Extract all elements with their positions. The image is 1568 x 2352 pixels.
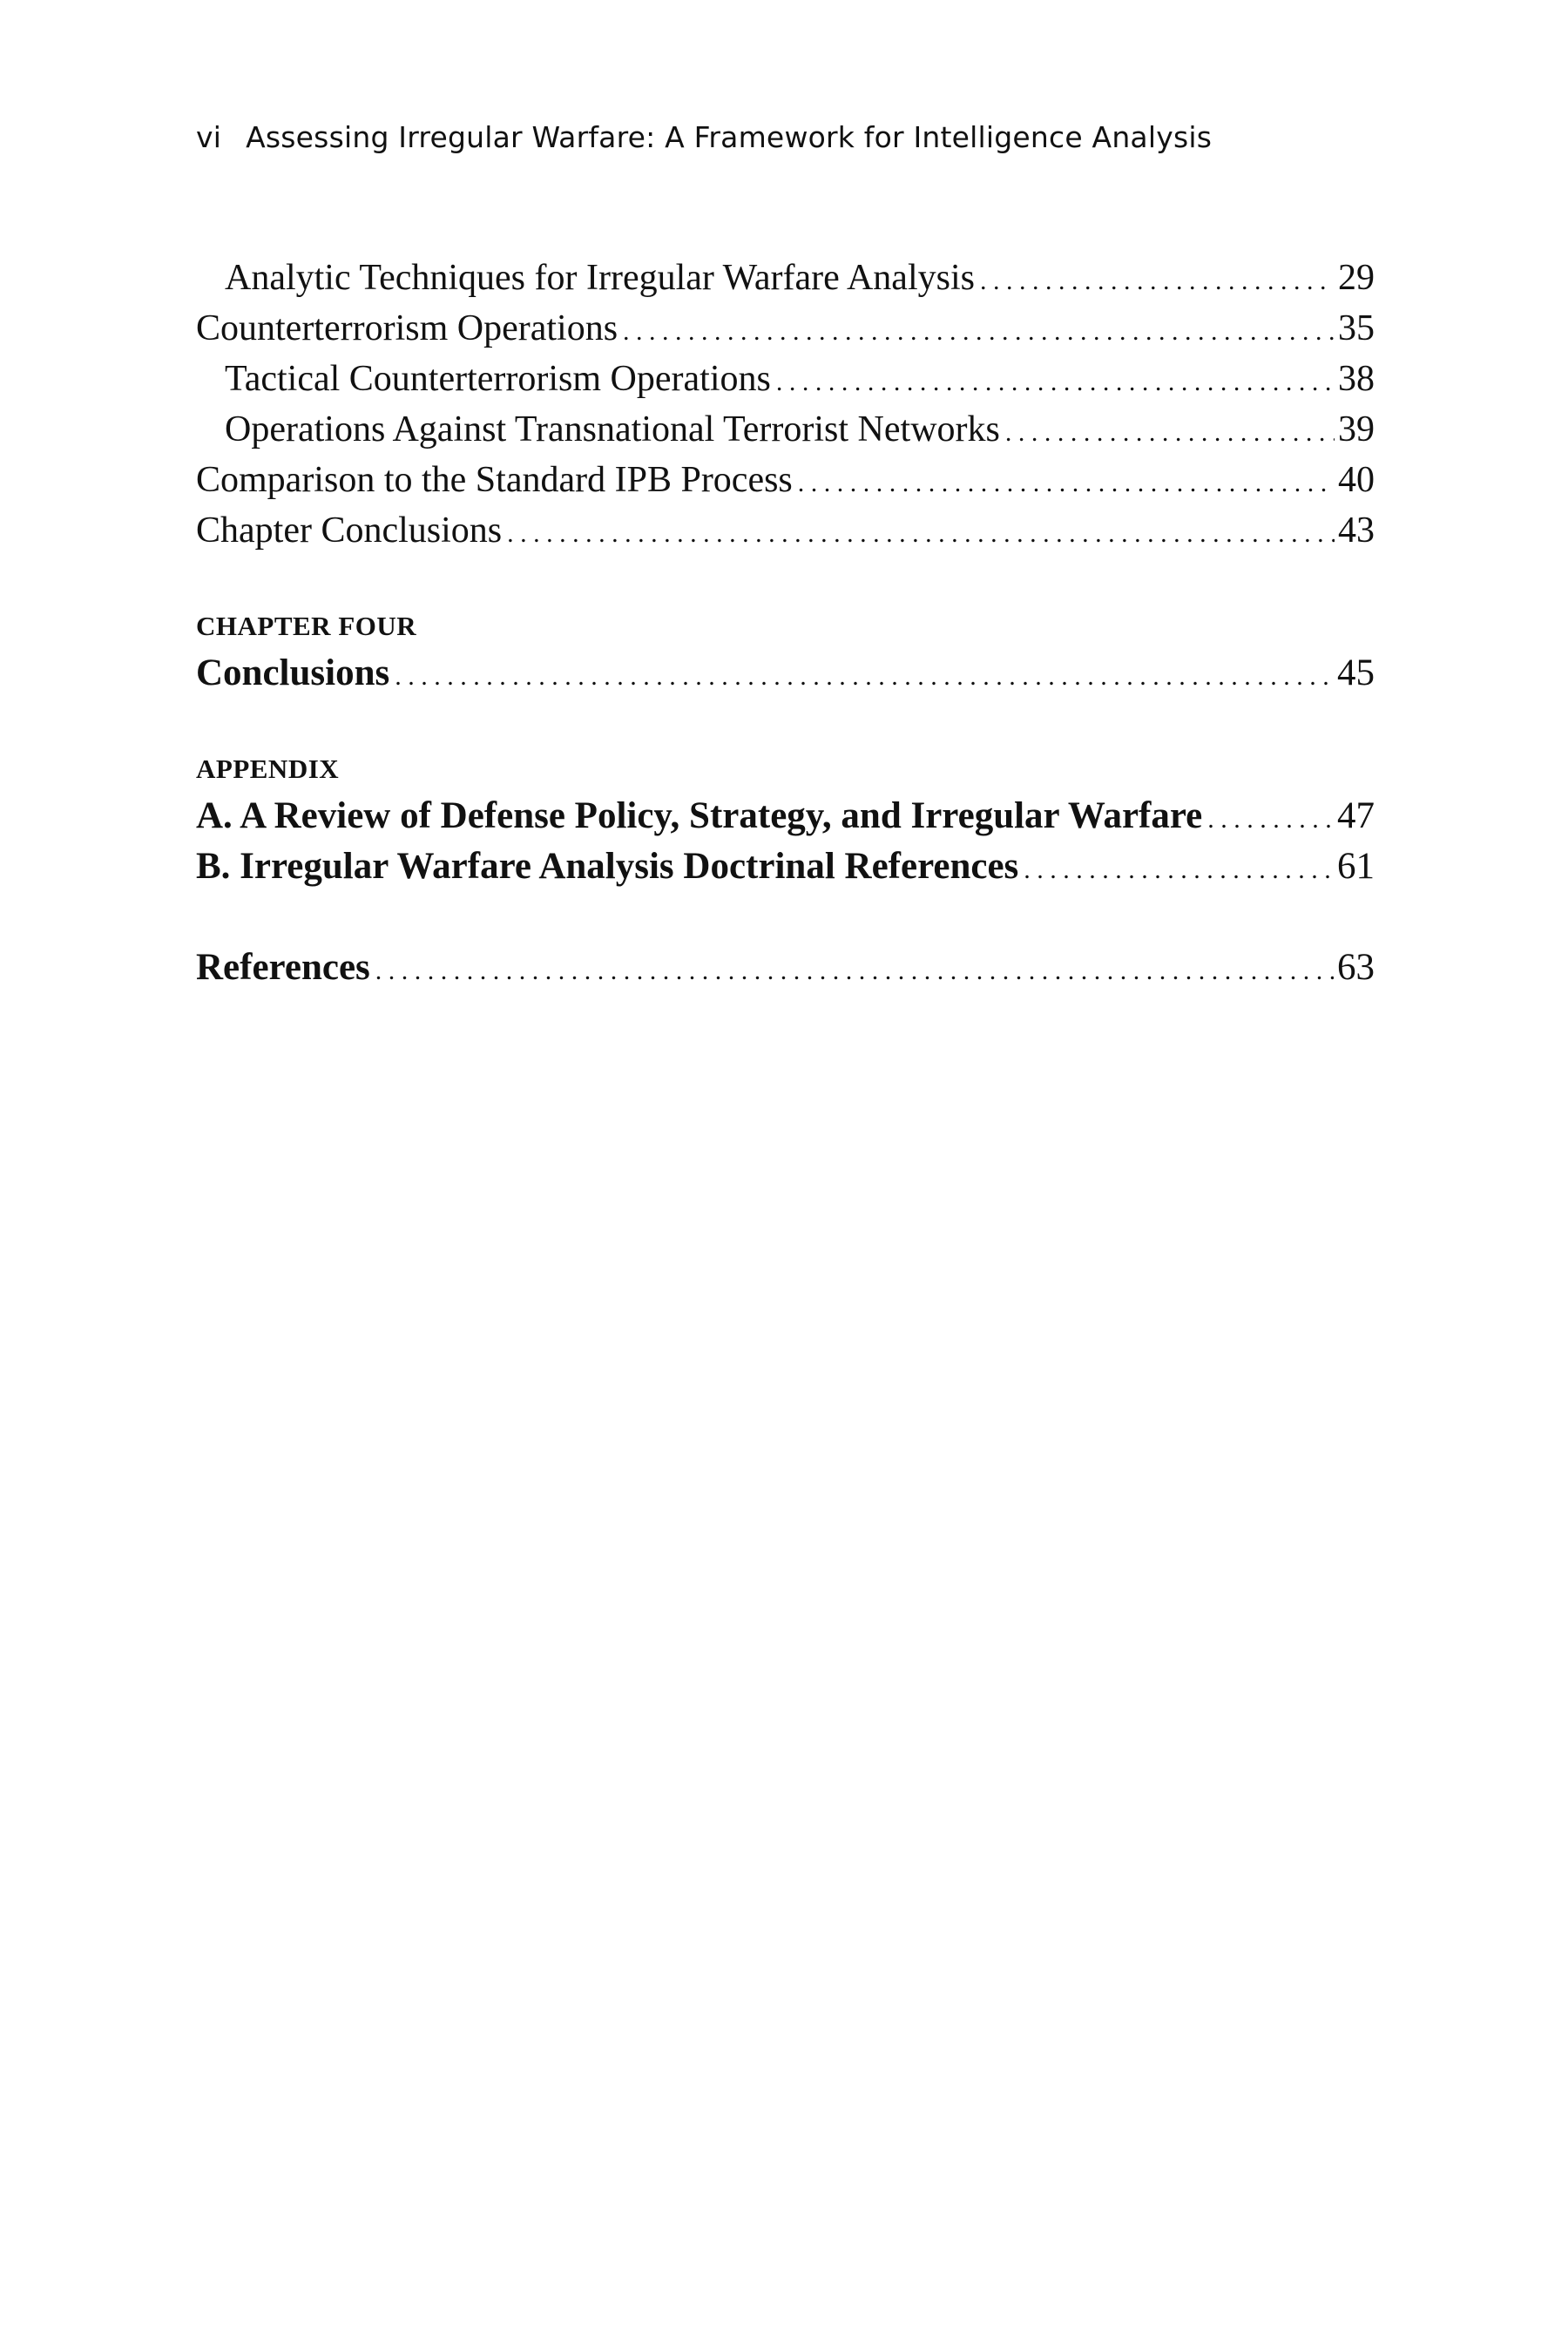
toc-entry-page: 38 [1338,359,1375,399]
toc-entry-transnational-networks[interactable] [196,404,1375,455]
toc-entry-page: 39 [1338,409,1375,449]
dot-leader [1005,408,1335,458]
toc-entry-chapter-conclusions[interactable] [196,505,1375,556]
toc-entry-title: Comparison to the Standard IPB Process [196,460,793,500]
toc-entry-page: 35 [1338,308,1375,348]
running-head-title: Assessing Irregular Warfare: A Framework for Intelligence Analysis [246,120,1213,154]
dot-leader [776,357,1335,408]
toc-entry-conclusions[interactable] [196,648,1375,699]
dot-leader [375,946,1334,997]
dot-leader [623,307,1335,357]
toc-entry-title: Tactical Counterterrorism Operations [225,359,771,399]
spacer [196,892,1375,943]
page-folio: vi [196,120,222,154]
dot-leader [507,509,1335,559]
toc-entry-counterterrorism-operations[interactable] [196,303,1375,354]
spacer [196,699,1375,747]
dot-leader [395,652,1334,702]
table-of-contents [196,253,1375,993]
appendix-label: APPENDIX [196,754,340,784]
toc-entry-tactical-counterterrorism[interactable] [196,354,1375,404]
dot-leader [798,458,1335,509]
toc-entry-page: 45 [1337,652,1375,693]
toc-entry-appendix-b[interactable] [196,841,1375,892]
toc-entry-appendix-a[interactable] [196,791,1375,841]
toc-entry-references[interactable] [196,943,1375,993]
toc-entry-title: Counterterrorism Operations [196,308,618,348]
toc-entry-page: 63 [1337,947,1375,988]
dot-leader [980,256,1335,307]
toc-entry-title: Chapter Conclusions [196,510,503,551]
toc-entry-analytic-techniques[interactable] [196,253,1375,303]
toc-entry-title: References [196,947,370,988]
spacer [196,556,1375,605]
toc-entry-page: 61 [1337,846,1375,887]
toc-entry-title: Conclusions [196,652,390,693]
toc-entry-title: Operations Against Transnational Terrorist Networks [225,409,1000,449]
toc-entry-title: B. Irregular Warfare Analysis Doctrinal References [196,846,1019,887]
dot-leader [1207,794,1334,845]
dot-leader [1024,845,1334,896]
toc-entry-page: 47 [1337,795,1375,836]
toc-entry-title: A. A Review of Defense Policy, Strategy, and Irregular Warfare [196,795,1203,836]
chapter-label: CHAPTER FOUR [196,611,417,641]
toc-entry-page: 43 [1338,510,1375,551]
toc-entry-title: Analytic Techniques for Irregular Warfare Analysis [225,258,975,298]
toc-entry-page: 40 [1338,460,1375,500]
running-head [196,120,1212,154]
toc-entry-ipb-comparison[interactable] [196,455,1375,505]
toc-entry-page: 29 [1338,258,1375,298]
